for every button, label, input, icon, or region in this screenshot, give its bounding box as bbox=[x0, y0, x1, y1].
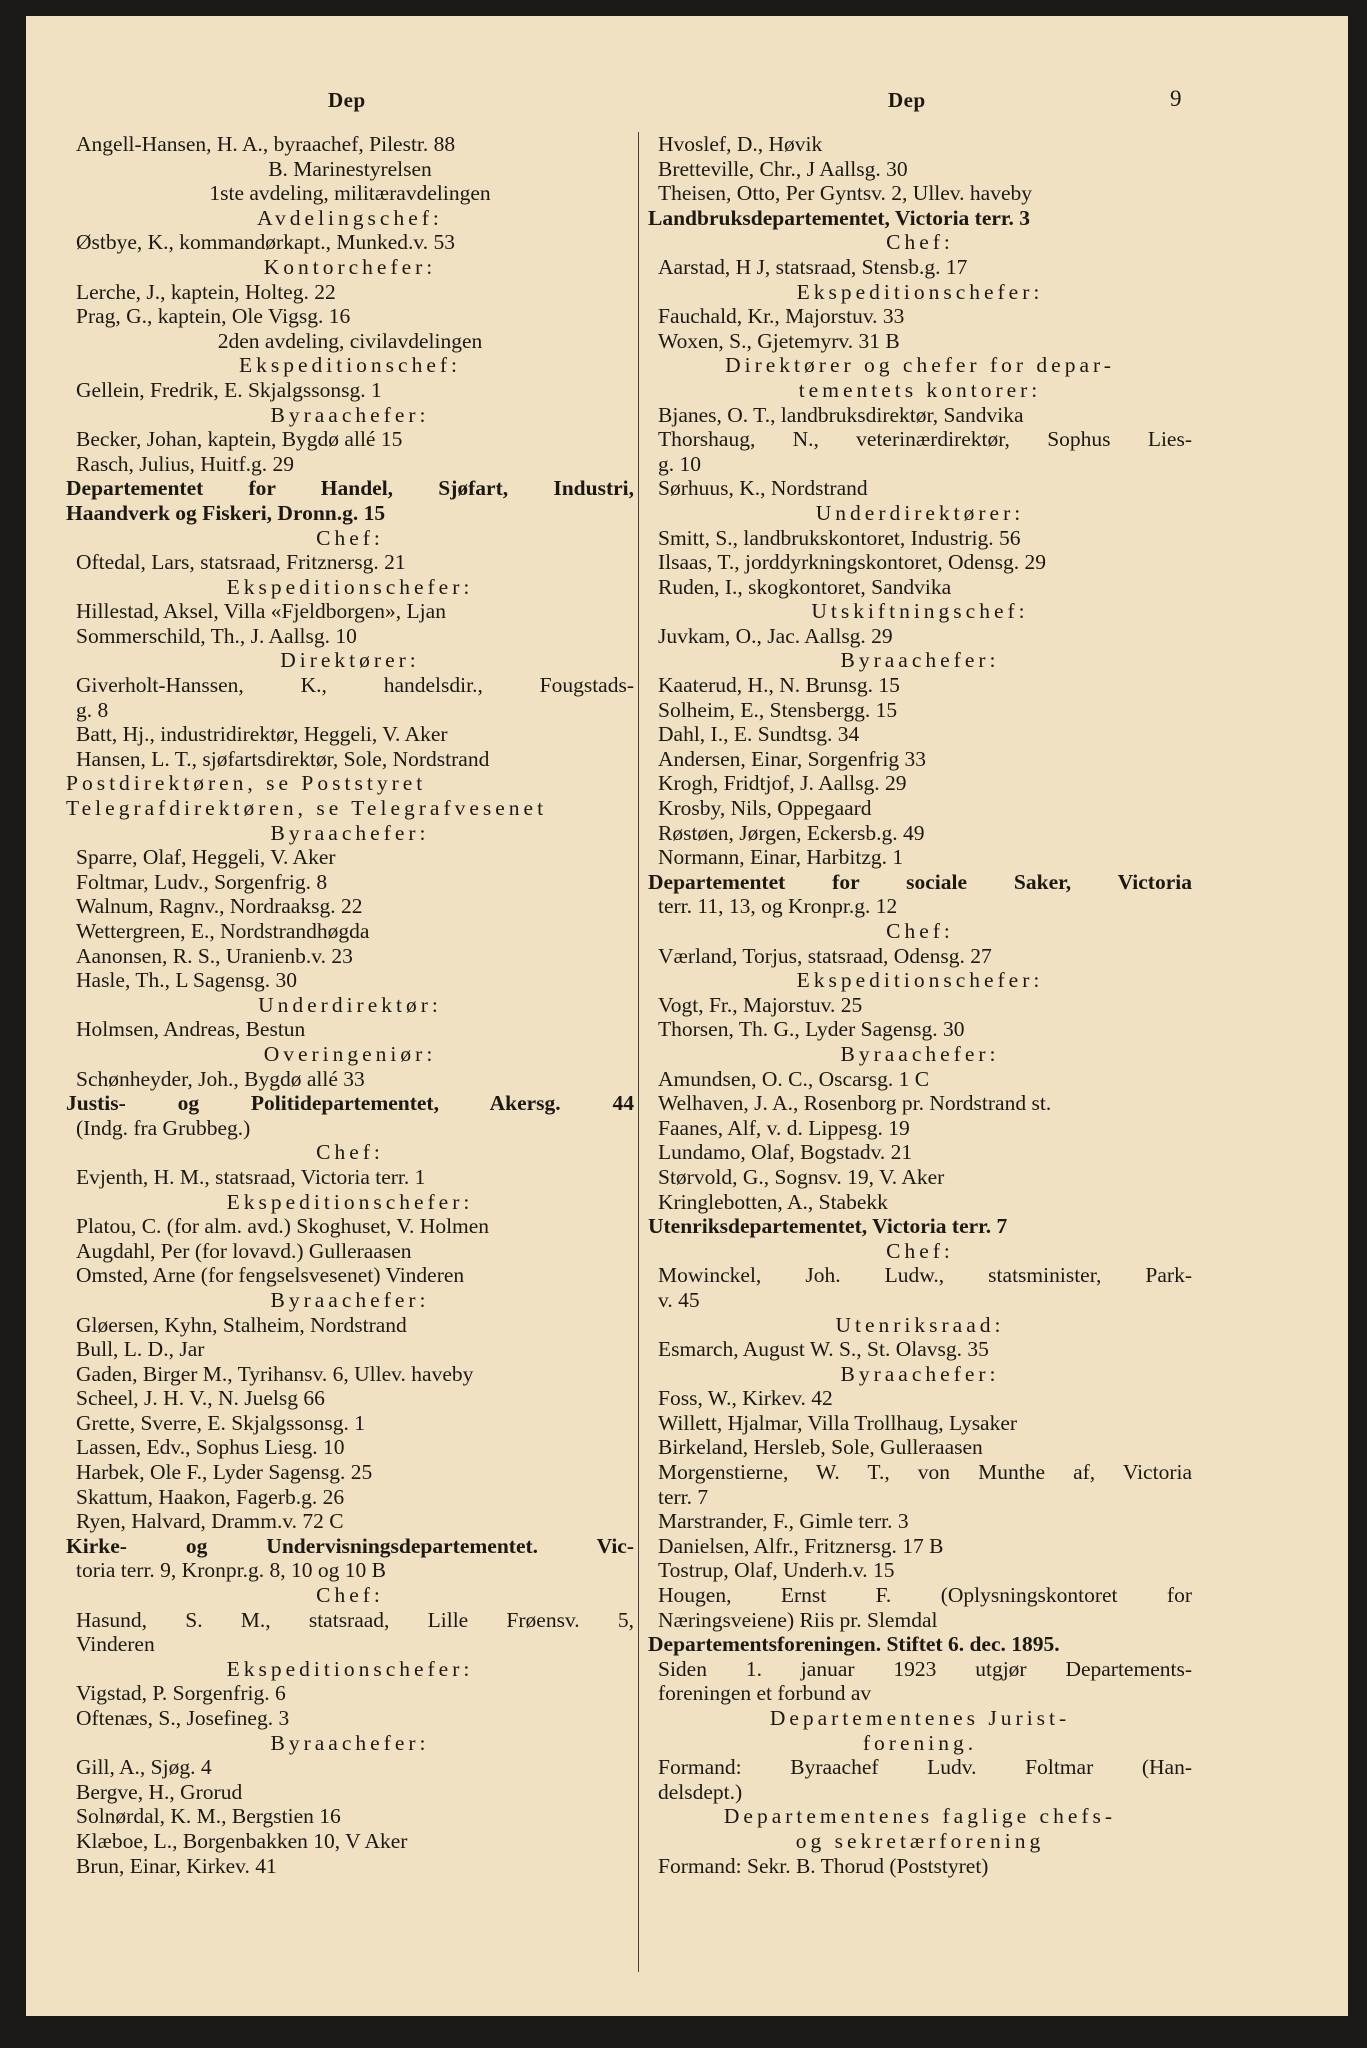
directory-entry: Danielsen, Alfr., Fritznersg. 17 B bbox=[658, 1533, 944, 1558]
directory-entry: Formand: Sekr. B. Thorud (Poststyret) bbox=[658, 1853, 989, 1878]
directory-entry: Foltmar, Ludv., Sorgenfrig. 8 bbox=[76, 869, 328, 894]
department-heading: Utenriksdepartementet, Victoria terr. 7 bbox=[648, 1214, 1008, 1239]
directory-entry: Harbek, Ole F., Lyder Sagensg. 25 bbox=[76, 1460, 373, 1485]
directory-entry: Krogh, Fridtjof, J. Aallsg. 29 bbox=[658, 771, 907, 796]
directory-entry: Thorshaug, N., veterinærdirektør, Sophus Lies- bbox=[658, 427, 1192, 452]
directory-entry: Gaden, Birger M., Tyrihansv. 6, Ullev. haveby bbox=[76, 1361, 474, 1386]
directory-entry: Faanes, Alf, v. d. Lippesg. 19 bbox=[658, 1115, 910, 1140]
directory-entry: Thorsen, Th. G., Lyder Sagensg. 30 bbox=[658, 1017, 965, 1042]
directory-entry: Oftenæs, S., Josefineg. 3 bbox=[76, 1706, 290, 1730]
directory-entry: Hvoslef, D., Høvik bbox=[658, 132, 823, 156]
directory-entry: Siden 1. januar 1923 utgjør Departements- bbox=[658, 1656, 1192, 1681]
subsection-heading: 1ste avdeling, militæravdelingen bbox=[209, 181, 491, 206]
department-heading: Departementet for Handel, Sjøfart, Industri, bbox=[66, 476, 634, 501]
entry-continuation: terr. 11, 13, og Kronpr.g. 12 bbox=[658, 894, 898, 919]
section-heading: Kontorchefer: bbox=[263, 254, 437, 279]
directory-entry: Vogt, Fr., Majorstuv. 25 bbox=[658, 992, 863, 1017]
directory-entry: Hougen, Ernst F. (Oplysningskontoret for bbox=[658, 1583, 1192, 1608]
section-heading: Ekspeditionschefer: bbox=[226, 1656, 474, 1681]
section-heading: Direktører: bbox=[280, 648, 420, 673]
directory-entry: Morgenstierne, W. T., von Munthe af, Victoria bbox=[658, 1460, 1192, 1485]
column-divider bbox=[638, 132, 639, 1972]
running-header-right: Dep bbox=[888, 88, 926, 112]
section-heading: Byraachefer: bbox=[840, 1041, 1000, 1066]
directory-entry: Kringlebotten, A., Stabekk bbox=[658, 1189, 888, 1214]
entry-continuation: terr. 7 bbox=[658, 1484, 709, 1509]
directory-entry: Størvold, G., Sognsv. 19, V. Aker bbox=[658, 1164, 945, 1189]
entry-continuation: delsdept.) bbox=[658, 1779, 743, 1804]
cross-reference: Postdirektøren, se Poststyret bbox=[66, 771, 427, 796]
subsection-heading: 2den avdeling, civilavdelingen bbox=[217, 328, 483, 353]
directory-entry: Becker, Johan, kaptein, Bygdø allé 15 bbox=[76, 427, 403, 452]
section-heading: Byraachefer: bbox=[270, 1730, 430, 1755]
directory-entry: Solnørdal, K. M., Bergstien 16 bbox=[76, 1804, 341, 1829]
right-column bbox=[648, 132, 1192, 1878]
directory-entry: Vigstad, P. Sorgenfrig. 6 bbox=[76, 1681, 286, 1706]
running-header-left: Dep bbox=[328, 88, 366, 112]
directory-entry: Andersen, Einar, Sorgenfrig 33 bbox=[658, 746, 927, 771]
directory-entry: Angell-Hansen, H. A., byraachef, Pilestr. 88 bbox=[76, 132, 456, 156]
directory-entry: Holmsen, Andreas, Bestun bbox=[76, 1017, 306, 1042]
directory-entry: Hansen, L. T., sjøfartsdirektør, Sole, Nordstrand bbox=[76, 746, 490, 771]
section-heading: Departementenes faglige chefs- bbox=[723, 1804, 1117, 1829]
entry-continuation: Vinderen bbox=[76, 1632, 155, 1657]
directory-entry: Schønheyder, Joh., Bygdø allé 33 bbox=[76, 1066, 365, 1091]
directory-entry: Augdahl, Per (for lovavd.) Gulleraasen bbox=[76, 1238, 412, 1263]
section-heading: Ekspeditionschefer: bbox=[226, 1189, 474, 1214]
directory-entry: Ilsaas, T., jorddyrkningskontoret, Odensg. 29 bbox=[658, 550, 1046, 575]
directory-entry: Wettergreen, E., Nordstrandhøgda bbox=[76, 919, 370, 943]
section-heading: Direktører og chefer for depar- bbox=[725, 353, 1115, 378]
section-heading: Underdirektører: bbox=[815, 500, 1025, 525]
section-heading: tementets kontorer: bbox=[798, 377, 1042, 402]
directory-entry: Østbye, K., kommandørkapt., Munked.v. 53 bbox=[76, 230, 455, 255]
section-heading: Chef: bbox=[316, 1140, 384, 1165]
section-heading: Byraachefer: bbox=[270, 820, 430, 845]
directory-entry: Welhaven, J. A., Rosenborg pr. Nordstrand st. bbox=[658, 1091, 1052, 1116]
subsection-heading: B. Marinestyrelsen bbox=[268, 156, 432, 181]
directory-entry: Scheel, J. H. V., N. Juelsg 66 bbox=[76, 1386, 325, 1411]
directory-entry: Batt, Hj., industridirektør, Heggeli, V. Aker bbox=[76, 722, 448, 747]
directory-entry: Juvkam, O., Jac. Aallsg. 29 bbox=[658, 623, 893, 648]
directory-entry: Klæboe, L., Borgenbakken 10, V Aker bbox=[76, 1828, 408, 1853]
section-heading: Chef: bbox=[886, 230, 954, 255]
entry-continuation: g. 8 bbox=[76, 697, 109, 722]
directory-entry: Krosby, Nils, Oppegaard bbox=[658, 796, 872, 821]
section-heading: Chef: bbox=[316, 1583, 384, 1608]
department-heading: Landbruksdepartementet, Victoria terr. 3 bbox=[648, 205, 1030, 230]
directory-entry: Hasund, S. M., statsraad, Lille Frøensv. 5, bbox=[76, 1607, 634, 1632]
section-heading: Chef: bbox=[886, 1238, 954, 1263]
directory-entry: Aarstad, H J, statsraad, Stensb.g. 17 bbox=[658, 254, 968, 279]
entry-continuation: Næringsveiene) Riis pr. Slemdal bbox=[658, 1607, 938, 1632]
section-heading: Utenriksraad: bbox=[835, 1312, 1005, 1337]
directory-entry: Marstrander, F., Gimle terr. 3 bbox=[658, 1509, 909, 1534]
section-heading: Underdirektør: bbox=[258, 992, 442, 1017]
directory-entry: Formand: Byraachef Ludv. Foltmar (Han- bbox=[658, 1755, 1192, 1780]
section-heading: og sekretærforening bbox=[795, 1828, 1045, 1853]
directory-entry: Grette, Sverre, E. Skjalgssonsg. 1 bbox=[76, 1410, 366, 1435]
section-heading: Byraachefer: bbox=[840, 648, 1000, 673]
directory-entry: Normann, Einar, Harbitzg. 1 bbox=[658, 845, 904, 870]
directory-entry: Foss, W., Kirkev. 42 bbox=[658, 1386, 833, 1411]
directory-entry: Amundsen, O. C., Oscarsg. 1 C bbox=[658, 1066, 930, 1091]
directory-entry: Giverholt-Hanssen, K., handelsdir., Fougstads- bbox=[76, 673, 634, 698]
section-heading: forening. bbox=[862, 1730, 978, 1755]
directory-entry: Oftedal, Lars, statsraad, Fritznersg. 21 bbox=[76, 550, 406, 575]
department-heading: Justis- og Politidepartementet, Akersg. 44 bbox=[66, 1091, 634, 1116]
directory-entry: Aanonsen, R. S., Uranienb.v. 23 bbox=[76, 943, 353, 968]
directory-entry: Gill, A., Sjøg. 4 bbox=[76, 1755, 212, 1780]
directory-entry: Rasch, Julius, Huitf.g. 29 bbox=[76, 451, 294, 476]
section-heading: Utskiftningschef: bbox=[811, 599, 1029, 624]
directory-entry: Sparre, Olaf, Heggeli, V. Aker bbox=[76, 845, 336, 870]
directory-entry: Evjenth, H. M., statsraad, Victoria terr. 1 bbox=[76, 1164, 426, 1189]
directory-entry: Walnum, Ragnv., Nordraaksg. 22 bbox=[76, 894, 363, 919]
section-heading: Ekspeditionschefer: bbox=[796, 279, 1044, 304]
section-heading: Byraachefer: bbox=[270, 402, 430, 427]
directory-entry: Gellein, Fredrik, E. Skjalgssonsg. 1 bbox=[76, 377, 382, 402]
directory-entry: Solheim, E., Stensbergg. 15 bbox=[658, 697, 898, 722]
directory-entry: Woxen, S., Gjetemyrv. 31 B bbox=[658, 328, 900, 353]
directory-entry: Willett, Hjalmar, Villa Trollhaug, Lysaker bbox=[658, 1410, 1018, 1435]
section-heading: Overingeniør: bbox=[263, 1041, 437, 1066]
directory-entry: Gløersen, Kyhn, Stalheim, Nordstrand bbox=[76, 1312, 407, 1337]
directory-entry: Theisen, Otto, Per Gyntsv. 2, Ullev. haveby bbox=[658, 181, 1032, 206]
directory-entry: Prag, G., kaptein, Ole Vigsg. 16 bbox=[76, 304, 351, 329]
directory-entry: Bretteville, Chr., J Aallsg. 30 bbox=[658, 156, 908, 181]
directory-entry: Esmarch, August W. S., St. Olavsg. 35 bbox=[658, 1337, 989, 1362]
entry-continuation: v. 45 bbox=[658, 1287, 700, 1312]
directory-entry: Birkeland, Hersleb, Sole, Gulleraasen bbox=[658, 1435, 983, 1460]
directory-entry: Ruden, I., skogkontoret, Sandvika bbox=[658, 574, 952, 599]
entry-continuation: (Indg. fra Grubbeg.) bbox=[76, 1115, 251, 1140]
department-heading: Departementsforeningen. Stiftet 6. dec. 1895. bbox=[648, 1632, 1060, 1657]
directory-entry: Omsted, Arne (for fengselsvesenet) Vinderen bbox=[76, 1263, 465, 1288]
directory-entry: Sommerschild, Th., J. Aallsg. 10 bbox=[76, 623, 357, 648]
directory-entry: Dahl, I., E. Sundtsg. 34 bbox=[658, 722, 860, 747]
directory-entry: Hillestad, Aksel, Villa «Fjeldborgen», Ljan bbox=[76, 599, 446, 624]
directory-entry: Brun, Einar, Kirkev. 41 bbox=[76, 1853, 277, 1878]
directory-entry: Lundamo, Olaf, Bogstadv. 21 bbox=[658, 1140, 913, 1165]
directory-entry: Ryen, Halvard, Dramm.v. 72 C bbox=[76, 1509, 344, 1534]
department-heading: Haandverk og Fiskeri, Dronn.g. 15 bbox=[66, 500, 386, 525]
directory-entry: Kaaterud, H., N. Brunsg. 15 bbox=[658, 673, 900, 698]
department-heading: Kirke- og Undervisningsdepartementet. Vic- bbox=[66, 1533, 634, 1558]
directory-entry: Fauchald, Kr., Majorstuv. 33 bbox=[658, 304, 905, 329]
section-heading: Ekspeditionschefer: bbox=[796, 968, 1044, 993]
directory-entry: Sørhuus, K., Nordstrand bbox=[658, 476, 868, 501]
directory-entry: Lerche, J., kaptein, Holteg. 22 bbox=[76, 279, 336, 304]
section-heading: Avdelingschef: bbox=[257, 205, 443, 230]
directory-entry: Bjanes, O. T., landbruksdirektør, Sandvika bbox=[658, 402, 1024, 427]
directory-entry: Tostrup, Olaf, Underh.v. 15 bbox=[658, 1558, 895, 1583]
directory-entry: Hasle, Th., L Sagensg. 30 bbox=[76, 968, 297, 993]
left-column bbox=[66, 132, 634, 1878]
section-heading: Ekspeditionschef: bbox=[238, 353, 462, 378]
department-heading: Departementet for sociale Saker, Victoria bbox=[648, 869, 1192, 894]
directory-entry: Smitt, S., landbrukskontoret, Industrig. 56 bbox=[658, 525, 1021, 550]
directory-entry: Bull, L. D., Jar bbox=[76, 1337, 205, 1362]
page-number: 9 bbox=[1170, 86, 1182, 111]
directory-entry: Platou, C. (for alm. avd.) Skoghuset, V. Holmen bbox=[76, 1214, 490, 1239]
directory-entry: Bergve, H., Grorud bbox=[76, 1779, 243, 1804]
directory-entry: Røstøen, Jørgen, Eckersb.g. 49 bbox=[658, 820, 925, 845]
section-heading: Chef: bbox=[886, 919, 954, 943]
section-heading: Ekspeditionschefer: bbox=[226, 574, 474, 599]
directory-entry: Skattum, Haakon, Fagerb.g. 26 bbox=[76, 1484, 345, 1509]
directory-page bbox=[26, 16, 1348, 2016]
entry-continuation: toria terr. 9, Kronpr.g. 8, 10 og 10 B bbox=[76, 1558, 386, 1583]
directory-entry: Værland, Torjus, statsraad, Odensg. 27 bbox=[658, 943, 992, 968]
directory-entry: Lassen, Edv., Sophus Liesg. 10 bbox=[76, 1435, 345, 1460]
section-heading: Byraachefer: bbox=[840, 1361, 1000, 1386]
section-heading: Byraachefer: bbox=[270, 1287, 430, 1312]
directory-entry: Mowinckel, Joh. Ludw., statsminister, Park- bbox=[658, 1263, 1192, 1288]
entry-continuation: foreningen et forbund av bbox=[658, 1681, 872, 1706]
entry-continuation: g. 10 bbox=[658, 451, 701, 476]
section-heading: Departementenes Jurist- bbox=[769, 1706, 1071, 1730]
cross-reference: Telegrafdirektøren, se Telegrafvesenet bbox=[66, 796, 548, 821]
section-heading: Chef: bbox=[316, 525, 384, 550]
